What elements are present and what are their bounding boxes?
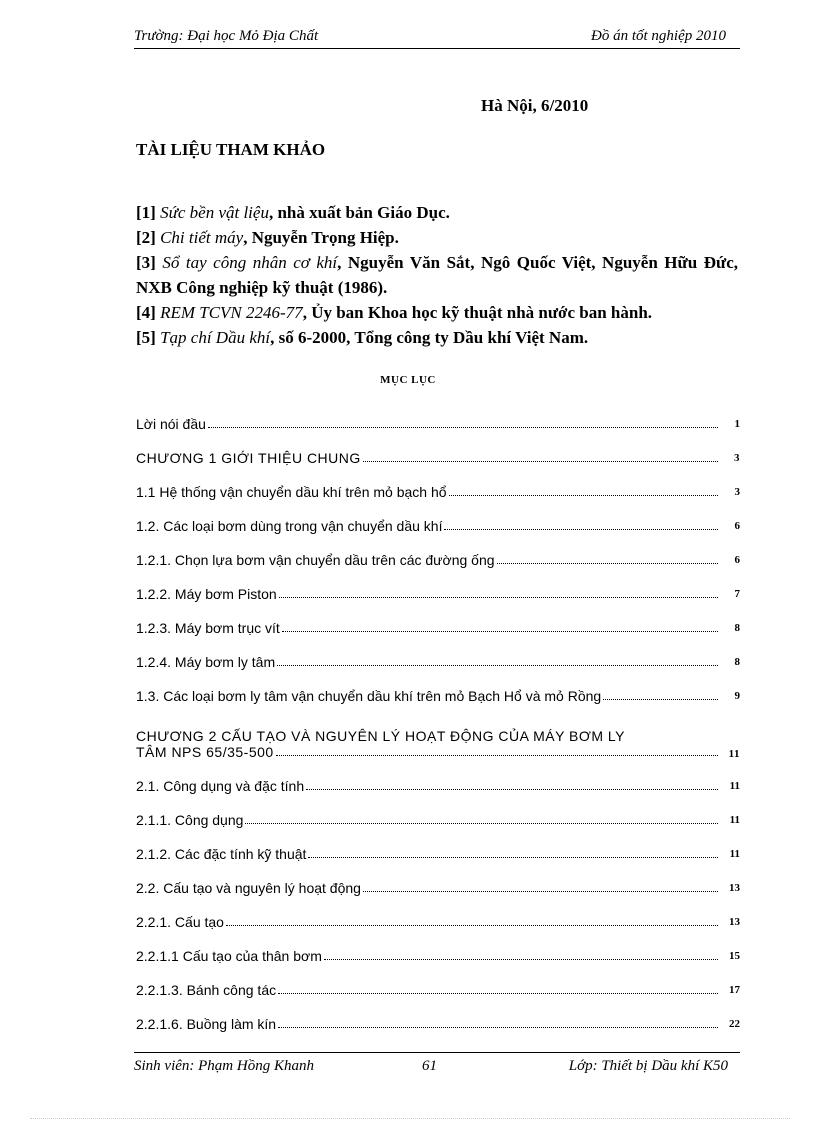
- reference-item: [3] Sổ tay công nhân cơ khí, Nguyễn Văn Sắt, Ngô Quốc Việt, Nguyễn Hữu Đức, NXB Công nghiệp kỹ thuật (1986).: [136, 253, 738, 297]
- toc-entry[interactable]: 1.2.3. Máy bơm trục vít 8: [136, 620, 740, 636]
- toc-entry[interactable]: 2.2. Cấu tạo và nguyên lý hoạt động 13: [136, 880, 740, 896]
- footer-student: Sinh viên: Phạm Hồng Khanh: [134, 1058, 314, 1074]
- page-edge-divider: [30, 1118, 790, 1119]
- toc-title: MỤC LỤC: [380, 374, 436, 386]
- reference-item: [1] Sức bền vật liệu, nhà xuất bản Giáo Dục.: [136, 203, 450, 222]
- footer-class: Lớp: Thiết bị Dầu khí K50: [568, 1058, 728, 1074]
- reference-item: [5] Tạp chí Dầu khí, số 6-2000, Tổng công ty Dầu khí Việt Nam.: [136, 328, 589, 347]
- page-footer: [134, 1052, 740, 1075]
- page-header: [134, 28, 740, 49]
- toc-entry[interactable]: 1.2.1. Chọn lựa bơm vận chuyển dầu trên các đường ống 6: [136, 552, 740, 568]
- toc-entry[interactable]: 1.3. Các loại bơm ly tâm vận chuyển dầu khí trên mỏ Bạch Hổ và mỏ Rồng 9: [136, 688, 740, 704]
- header-school: Trường: Đại học Mỏ Địa Chất: [134, 28, 319, 44]
- toc-entry[interactable]: 2.1.1. Công dụng 11: [136, 812, 740, 828]
- toc-entry[interactable]: Lời nói đầu 1: [136, 416, 740, 432]
- toc-entry[interactable]: 2.2.1.3. Bánh công tác 17: [136, 982, 740, 998]
- toc-entry[interactable]: 2.2.1. Cấu tạo 13: [136, 914, 740, 930]
- toc-entry[interactable]: CHƯƠNG 1 GIỚI THIỆU CHUNG 3: [136, 450, 740, 466]
- toc-entry[interactable]: 2.2.1.6. Buồng làm kín 22: [136, 1016, 740, 1032]
- toc-entry[interactable]: 1.1 Hệ thống vận chuyển dầu khí trên mỏ bạch hổ 3: [136, 484, 740, 500]
- toc-entry[interactable]: 1.2. Các loại bơm dùng trong vận chuyển dầu khí 6: [136, 518, 740, 534]
- toc-entry[interactable]: 2.2.1.1 Cấu tạo của thân bơm 15: [136, 948, 740, 964]
- toc-entry[interactable]: 1.2.2. Máy bơm Piston 7: [136, 586, 740, 602]
- toc-entry[interactable]: 2.1. Công dụng và đặc tính 11: [136, 778, 740, 794]
- reference-item: [4] REM TCVN 2246-77, Ủy ban Khoa học kỹ thuật nhà nước ban hành.: [136, 303, 653, 322]
- footer-page-number: 61: [422, 1058, 437, 1074]
- references-title: TÀI LIỆU THAM KHẢO: [136, 140, 326, 159]
- toc-entry-chapter-2[interactable]: CHƯƠNG 2 CẤU TẠO VÀ NGUYÊN LÝ HOẠT ĐỘNG CỦA MÁY BƠM LY TÂM NPS 65/35-500 11: [136, 728, 740, 760]
- reference-item: [2] Chi tiết máy, Nguyễn Trọng Hiệp.: [136, 228, 399, 247]
- toc-entry[interactable]: 1.2.4. Máy bơm ly tâm 8: [136, 654, 740, 670]
- toc-entry[interactable]: 2.1.2. Các đặc tính kỹ thuật 11: [136, 846, 740, 862]
- document-date: Hà Nội, 6/2010: [481, 96, 589, 115]
- header-project: Đồ án tốt nghiệp 2010: [591, 28, 726, 44]
- references-list: [136, 200, 738, 350]
- table-of-contents: [136, 398, 740, 1032]
